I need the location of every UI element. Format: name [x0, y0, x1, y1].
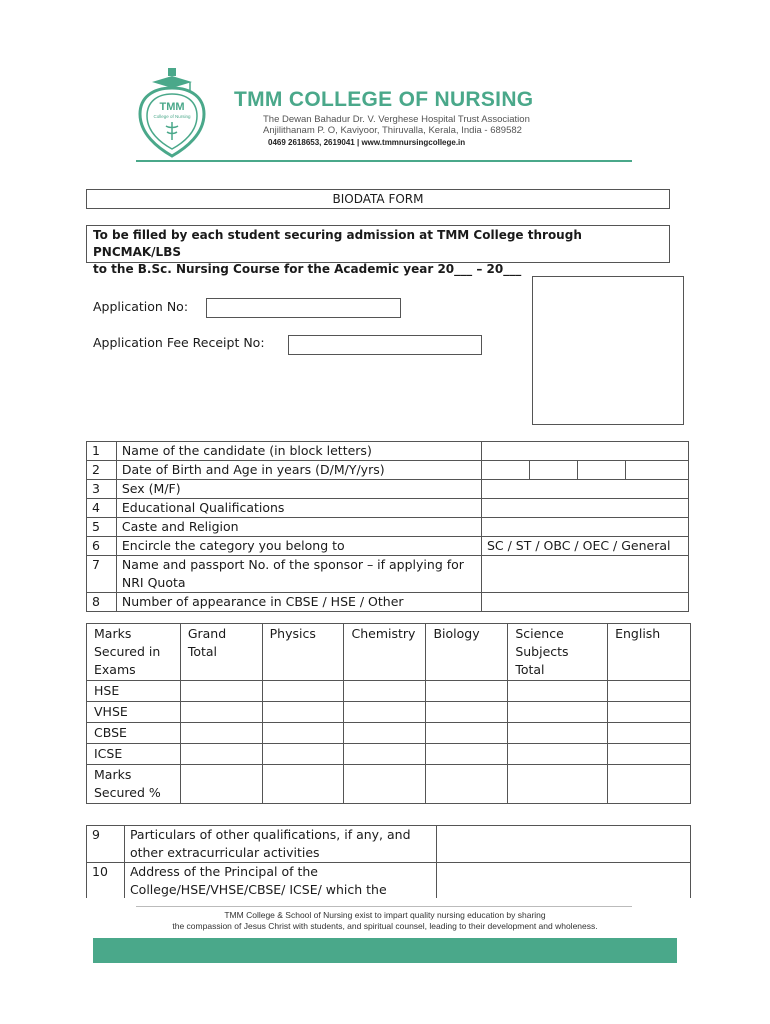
marks-cell[interactable] — [344, 702, 426, 723]
marks-cell[interactable] — [608, 681, 691, 702]
marks-header-cell: Grand Total — [180, 624, 262, 681]
details-row — [87, 461, 689, 480]
row-label: Name of the candidate (in block letters) — [116, 442, 481, 461]
marks-row-label: HSE — [87, 681, 181, 702]
caste-religion-field[interactable] — [481, 518, 688, 537]
marks-cell[interactable] — [426, 744, 508, 765]
details-row — [87, 556, 689, 593]
row-label: Name and passport No. of the sponsor – if applying for NRI Quota — [116, 556, 481, 593]
row-label: Number of appearance in CBSE / HSE / Other — [116, 593, 481, 612]
dob-day-cell[interactable] — [482, 461, 530, 479]
intro-box — [86, 225, 670, 276]
marks-cell[interactable] — [262, 681, 344, 702]
other-particulars-table — [86, 825, 691, 900]
details-row — [87, 499, 689, 518]
age-cell[interactable] — [626, 461, 688, 479]
marks-row — [87, 702, 691, 723]
letterhead — [0, 0, 770, 170]
marks-row-label: VHSE — [87, 702, 181, 723]
details-row — [87, 593, 689, 612]
dob-month-cell[interactable] — [530, 461, 578, 479]
row-number: 6 — [87, 537, 117, 556]
marks-header-cell: Chemistry — [344, 624, 426, 681]
marks-cell[interactable] — [180, 723, 262, 744]
marks-cell[interactable] — [426, 765, 508, 804]
college-logo-emblem — [132, 64, 212, 160]
marks-row-label: ICSE — [87, 744, 181, 765]
marks-cell[interactable] — [508, 744, 608, 765]
dob-field[interactable] — [481, 461, 688, 480]
row-number: 2 — [87, 461, 117, 480]
row-label: Sex (M/F) — [116, 480, 481, 499]
marks-cell[interactable] — [608, 723, 691, 744]
marks-header-cell: English — [608, 624, 691, 681]
sex-field[interactable] — [481, 480, 688, 499]
marks-header-row — [87, 624, 691, 681]
photo-box[interactable] — [532, 276, 684, 425]
row-number: 1 — [87, 442, 117, 461]
marks-cell[interactable] — [180, 681, 262, 702]
row-number: 9 — [87, 826, 125, 863]
marks-cell[interactable] — [262, 723, 344, 744]
fee-receipt-field[interactable] — [288, 335, 482, 355]
details-row — [87, 442, 689, 461]
sponsor-field[interactable] — [481, 556, 688, 593]
marks-cell[interactable] — [508, 723, 608, 744]
marks-cell[interactable] — [508, 765, 608, 804]
marks-row — [87, 723, 691, 744]
marks-header-cell: Marks Secured in Exams — [87, 624, 181, 681]
row-number: 8 — [87, 593, 117, 612]
svg-text:TMM: TMM — [159, 101, 185, 113]
marks-cell[interactable] — [344, 723, 426, 744]
marks-cell[interactable] — [262, 765, 344, 804]
details-row — [87, 480, 689, 499]
row-number: 5 — [87, 518, 117, 537]
marks-cell[interactable] — [262, 702, 344, 723]
marks-cell[interactable] — [180, 744, 262, 765]
principal-address-field[interactable] — [436, 863, 690, 900]
svg-text:College of Nursing: College of Nursing — [153, 114, 191, 119]
row-label: Particulars of other qualifications, if any, and other extracurricular activities — [124, 826, 436, 863]
details-row — [87, 863, 691, 900]
qualifications-field[interactable] — [481, 499, 688, 518]
marks-header-cell: Physics — [262, 624, 344, 681]
category-options[interactable]: SC / ST / OBC / OEC / General — [481, 537, 688, 556]
row-label: Encircle the category you belong to — [116, 537, 481, 556]
row-number: 4 — [87, 499, 117, 518]
marks-row — [87, 744, 691, 765]
row-label: Address of the Principal of the College/HSE/VHSE/CBSE/ ICSE/ which the — [124, 863, 436, 900]
row-label: Caste and Religion — [116, 518, 481, 537]
marks-cell[interactable] — [180, 702, 262, 723]
row-label: Educational Qualifications — [116, 499, 481, 518]
details-row — [87, 826, 691, 863]
footer-mission-line-2: the compassion of Jesus Christ with students, and spiritual counsel, leading to their development and wholeness. — [172, 921, 598, 931]
appearance-field[interactable] — [481, 593, 688, 612]
candidate-name-field[interactable] — [481, 442, 688, 461]
intro-line-1: To be filled by each student securing admission at TMM College through PNCMAK/LBS — [93, 228, 582, 259]
application-no-label: Application No: — [93, 299, 189, 314]
details-row — [87, 537, 689, 556]
details-row — [87, 518, 689, 537]
dob-year-cell[interactable] — [578, 461, 626, 479]
row-number: 7 — [87, 556, 117, 593]
marks-cell[interactable] — [608, 702, 691, 723]
marks-row-label: CBSE — [87, 723, 181, 744]
marks-table — [86, 623, 691, 804]
marks-cell[interactable] — [344, 681, 426, 702]
marks-header-cell: Science Subjects Total — [508, 624, 608, 681]
marks-cell[interactable] — [426, 723, 508, 744]
marks-cell[interactable] — [608, 765, 691, 804]
marks-cell[interactable] — [426, 702, 508, 723]
marks-row-label: Marks Secured % — [87, 765, 181, 804]
marks-cell[interactable] — [180, 765, 262, 804]
marks-row — [87, 681, 691, 702]
college-address: Anjilithanam P. O, Kaviyoor, Thiruvalla, Kerala, India - 689582 — [263, 125, 522, 136]
marks-cell[interactable] — [508, 702, 608, 723]
row-label: Date of Birth and Age in years (D/M/Y/yrs) — [116, 461, 481, 480]
candidate-details-table — [86, 441, 689, 612]
row-number: 10 — [87, 863, 125, 900]
footer-mission-line-1: TMM College & School of Nursing exist to impart quality nursing education by sharing — [224, 910, 546, 920]
other-qualifications-field[interactable] — [436, 826, 690, 863]
college-name: TMM COLLEGE OF NURSING — [234, 88, 534, 111]
marks-cell[interactable] — [426, 681, 508, 702]
marks-cell[interactable] — [262, 744, 344, 765]
form-title: BIODATA FORM — [86, 189, 670, 209]
contact-info: 0469 2618653, 2619041 | www.tmmnursingcollege.in — [268, 138, 466, 147]
header-divider — [136, 160, 632, 162]
marks-header-cell: Biology — [426, 624, 508, 681]
row-number: 3 — [87, 480, 117, 499]
footer-divider — [136, 906, 632, 907]
intro-line-2: to the B.Sc. Nursing Course for the Academic year 20___ – 20___ — [93, 262, 522, 276]
marks-cell[interactable] — [344, 744, 426, 765]
marks-row — [87, 765, 691, 804]
fee-receipt-label: Application Fee Receipt No: — [93, 335, 265, 350]
trust-name: The Dewan Bahadur Dr. V. Verghese Hospital Trust Association — [263, 114, 530, 125]
application-no-field[interactable] — [206, 298, 401, 318]
marks-cell[interactable] — [344, 765, 426, 804]
marks-cell[interactable] — [608, 744, 691, 765]
marks-cell[interactable] — [508, 681, 608, 702]
footer-color-bar — [93, 938, 677, 963]
